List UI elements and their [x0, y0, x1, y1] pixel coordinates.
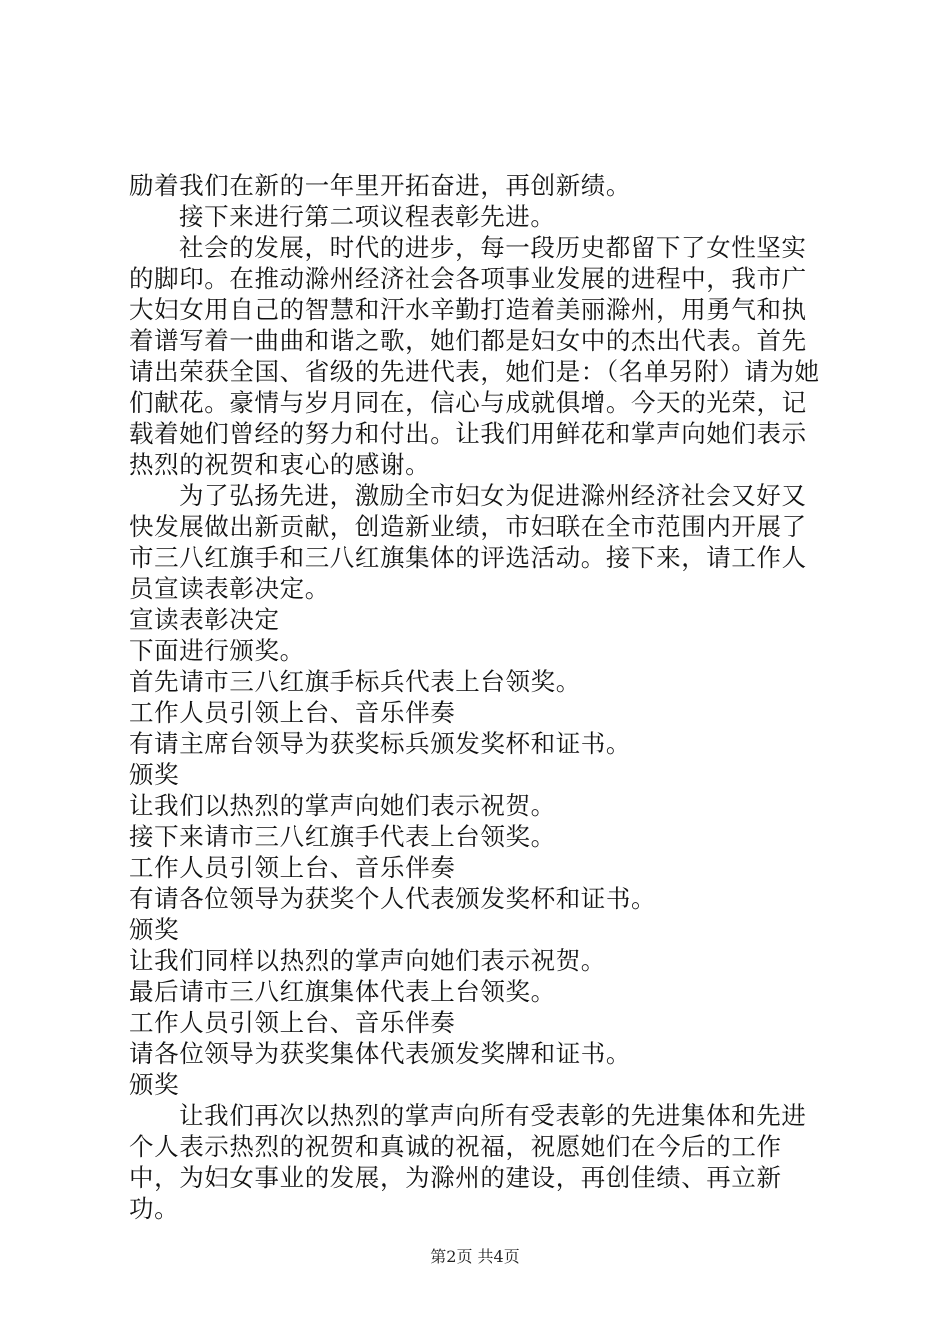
paragraph-promote-advanced: 为了弘扬先进，激励全市妇女为促进滁州经济社会又好又快发展做出新贡献，创造新业绩，市妇联在全市范围内开展了市三八红旗手和三八红旗集体的评选活动。接下来，请工作人员宣读表彰决定。 — [129, 481, 807, 603]
line-award-2: 颁奖 — [129, 915, 180, 944]
line-collective-reps: 最后请市三八红旗集体代表上台领奖。 — [129, 977, 556, 1006]
line-read-decision: 宣读表彰决定 — [129, 605, 280, 634]
line-award-start: 下面进行颁奖。 — [129, 636, 305, 665]
line-leaders-award-3: 请各位领导为获奖集体代表颁发奖牌和证书。 — [129, 1039, 631, 1068]
paragraph-agenda-item: 接下来进行第二项议程表彰先进。 — [179, 202, 556, 231]
paragraph-closing-applause: 让我们再次以热烈的掌声向所有受表彰的先进集体和先进个人表示热烈的祝贺和真诚的祝福，祝愿她们在今后的工作中，为妇女事业的发展，为滁州的建设，再创佳绩、再立新功。 — [129, 1101, 807, 1223]
line-red-banner-reps: 接下来请市三八红旗手代表上台领奖。 — [129, 822, 556, 851]
line-award-3: 颁奖 — [129, 1070, 180, 1099]
line-leaders-award-2: 有请各位领导为获奖个人代表颁发奖杯和证书。 — [129, 884, 657, 913]
line-leaders-award-1: 有请主席台领导为获奖标兵颁发奖杯和证书。 — [129, 729, 631, 758]
line-staff-music-1: 工作人员引领上台、音乐伴奏 — [129, 698, 456, 727]
document-body — [129, 170, 829, 1224]
line-applause-2: 让我们同样以热烈的掌声向她们表示祝贺。 — [129, 946, 606, 975]
paragraph-social-development: 社会的发展，时代的进步，每一段历史都留下了女性坚实的脚印。在推动滁州经济社会各项事业发展的进程中，我市广大妇女用自己的智慧和汗水辛勤打造着美丽滁州，用勇气和执着谱写着一曲曲和谐之歌，她们都是妇女中的杰出代表。首先请出荣获全国、省级的先进代表，她们是：（名单另附）请为她们献花。豪情与岁月同在，信心与成就俱增。今天的光荣，记载着她们曾经的努力和付出。让我们用鲜花和掌声向她们表示热烈的祝贺和衷心的感谢。 — [129, 233, 820, 479]
line-award-1: 颁奖 — [129, 760, 180, 789]
paragraph-continuation: 励着我们在新的一年里开拓奋进，再创新绩。 — [129, 171, 631, 200]
line-staff-music-2: 工作人员引领上台、音乐伴奏 — [129, 853, 456, 882]
line-model-reps: 首先请市三八红旗手标兵代表上台领奖。 — [129, 667, 581, 696]
page-footer: 第2页 共4页 — [430, 1247, 520, 1266]
line-applause-1: 让我们以热烈的掌声向她们表示祝贺。 — [129, 791, 556, 820]
line-staff-music-3: 工作人员引领上台、音乐伴奏 — [129, 1008, 456, 1037]
